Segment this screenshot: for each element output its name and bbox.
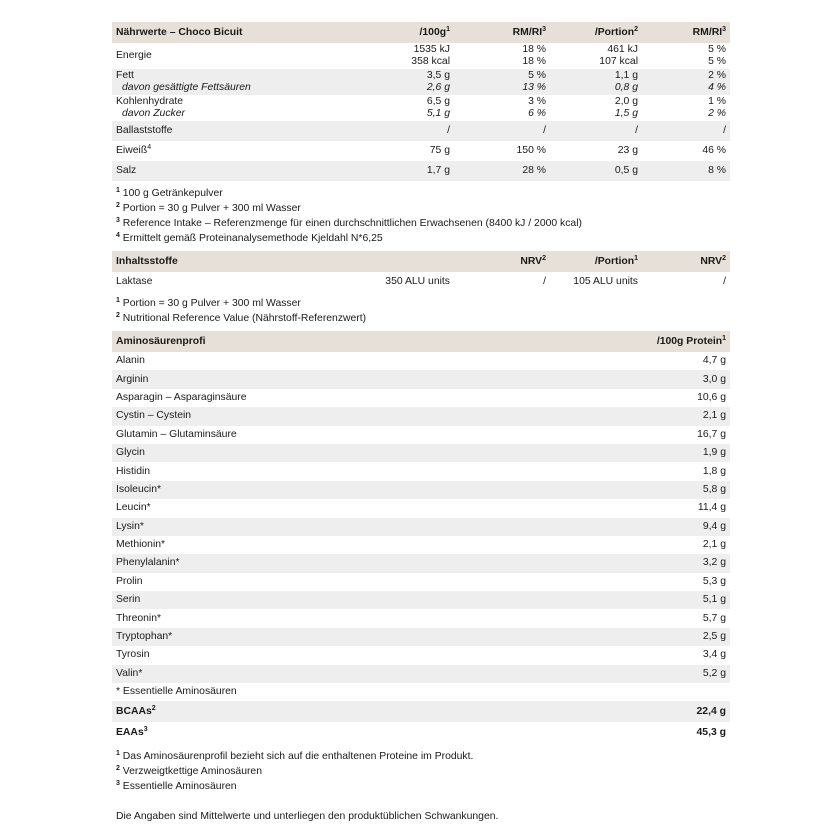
table-row bbox=[112, 370, 730, 388]
cell: 3,5 g 2,6 g bbox=[356, 69, 454, 95]
amino-footnotes bbox=[116, 749, 730, 794]
table-row bbox=[112, 444, 730, 462]
cell: / bbox=[550, 121, 642, 141]
amino-name: Prolin bbox=[116, 575, 143, 587]
amino-name: Phenylalanin* bbox=[112, 554, 542, 572]
cell: 1,7 g bbox=[356, 161, 454, 181]
amino-name: Histidin bbox=[116, 465, 151, 477]
nutrition-title: Nährwerte – Choco Bicuit bbox=[112, 22, 356, 43]
table-row bbox=[112, 665, 730, 683]
table-row bbox=[112, 161, 730, 181]
footnote: $^3$ Reference Intake – Referenzmenge für einen durchschnittlichen Erwachsenen (8400 kJ / 2000 kcal) bbox=[116, 217, 582, 229]
col-rm-ri-100: $RM/RI^3$ bbox=[454, 22, 550, 43]
cell: / bbox=[723, 275, 726, 287]
col-per100: $/100g^1$ bbox=[356, 22, 454, 43]
amino-value: 5,2 g bbox=[542, 665, 730, 683]
row-label: Energie bbox=[116, 50, 152, 61]
amino-name: Tryptophan* bbox=[112, 628, 542, 646]
col-nrv-portion: NRV$^2$ bbox=[642, 251, 730, 272]
nutrition-table bbox=[112, 22, 730, 181]
cell: 3 % 6 % bbox=[528, 96, 546, 119]
footnote: $^4$ Ermittelt gemäß Proteinanalysemethode Kjeldahl N*6,25 bbox=[116, 232, 383, 244]
amino-name: Serin bbox=[112, 591, 542, 609]
table-row bbox=[112, 722, 730, 743]
table-row bbox=[112, 573, 730, 591]
amino-name: Leucin* bbox=[116, 502, 151, 514]
table-row bbox=[112, 591, 730, 609]
col-empty bbox=[356, 251, 454, 272]
nutrition-sheet bbox=[112, 22, 730, 824]
footnote: $^1$ Das Aminosäurenprofil bezieht sich auf die enthaltenen Proteine im Produkt. bbox=[116, 750, 474, 763]
cell: 105 ALU units bbox=[573, 275, 638, 287]
amino-value: 2,1 g bbox=[542, 407, 730, 425]
col-portion: /Portion$^2$ bbox=[550, 22, 642, 43]
row-label: Fett davon gesättigte Fettsäuren bbox=[112, 69, 356, 95]
table-row bbox=[112, 43, 730, 69]
cell: 8 % bbox=[642, 161, 730, 181]
amino-title: Aminosäurenprofi bbox=[112, 331, 542, 352]
cell: 461 kJ 107 kcal bbox=[599, 44, 638, 67]
cell: 0,5 g bbox=[550, 161, 642, 181]
amino-value: 4,7 g bbox=[702, 355, 726, 367]
table-row bbox=[112, 646, 730, 664]
eaas-value: 45,3 g bbox=[696, 726, 726, 738]
amino-name: Valin* bbox=[112, 665, 542, 683]
amino-value: 5,1 g bbox=[542, 591, 730, 609]
amino-value: 11,4 g bbox=[697, 502, 726, 514]
bcaas-value: 22,4 g bbox=[542, 701, 730, 722]
amino-value: 3,0 g bbox=[542, 370, 730, 388]
amino-value: 16,7 g bbox=[697, 428, 726, 440]
ingredients-footnotes bbox=[116, 296, 730, 326]
footnote: $^1$ 100 g Getränkepulver bbox=[116, 187, 223, 199]
ingredients-header-row bbox=[112, 251, 730, 272]
row-label: Salz bbox=[112, 161, 356, 181]
cell: 75 g bbox=[429, 145, 450, 156]
row-label: Eiweiß$^4$ bbox=[116, 144, 152, 156]
amino-rows bbox=[112, 352, 730, 683]
ingredients-title: Inhaltsstoffe bbox=[112, 251, 356, 272]
cell: 1 % 2 % bbox=[708, 96, 726, 119]
table-row bbox=[112, 389, 730, 407]
ingredients-table bbox=[112, 251, 730, 291]
amino-value: 3,4 g bbox=[702, 649, 726, 661]
footnote: $^2$ Verzweigtkettige Aminosäuren bbox=[116, 765, 262, 778]
row-label: Laktase bbox=[116, 275, 153, 287]
nutrition-footnotes bbox=[116, 186, 730, 246]
cell: 150 % bbox=[516, 145, 546, 156]
table-row bbox=[112, 499, 730, 517]
amino-name: Glutamin – Glutaminsäure bbox=[116, 428, 237, 440]
cell: 6,5 g 5,1 g bbox=[426, 96, 450, 119]
amino-name: Threonin* bbox=[116, 612, 162, 624]
amino-value: 2,5 g bbox=[542, 628, 730, 646]
cell: 23 g bbox=[617, 145, 638, 156]
table-row bbox=[112, 69, 730, 95]
amino-value: 5,8 g bbox=[542, 481, 730, 499]
table-row bbox=[112, 554, 730, 572]
amino-name: Cystin – Cystein bbox=[112, 407, 542, 425]
cell: 46 % bbox=[702, 145, 726, 156]
amino-name: Asparagin – Asparaginsäure bbox=[116, 391, 247, 403]
cell: / bbox=[543, 275, 546, 287]
amino-totals-table bbox=[112, 701, 730, 743]
disclaimer: Die Angaben sind Mittelwerte und unterliegen den produktüblichen Schwankungen. bbox=[116, 811, 499, 823]
cell: / bbox=[642, 121, 730, 141]
table-row bbox=[112, 121, 730, 141]
footnote: $^2$ Portion = 30 g Pulver + 300 ml Wasser bbox=[116, 202, 301, 214]
col-nrv-100: NRV$^2$ bbox=[454, 251, 550, 272]
amino-name: Glycin bbox=[112, 444, 542, 462]
cell: / bbox=[454, 121, 550, 141]
cell: / bbox=[356, 121, 454, 141]
amino-value: 1,9 g bbox=[542, 444, 730, 462]
amino-name: Isoleucin* bbox=[112, 481, 542, 499]
amino-name: Methionin* bbox=[116, 539, 166, 551]
table-row bbox=[112, 141, 730, 161]
row-label: Ballaststoffe bbox=[112, 121, 356, 141]
amino-value: 3,2 g bbox=[542, 554, 730, 572]
table-row bbox=[112, 426, 730, 444]
essential-note: * Essentielle Aminosäuren bbox=[116, 686, 237, 698]
table-row bbox=[112, 518, 730, 536]
cell: 5 % 5 % bbox=[708, 44, 726, 67]
table-row bbox=[112, 95, 730, 121]
amino-value: 5,7 g bbox=[702, 612, 726, 624]
amino-value: 10,6 g bbox=[697, 391, 726, 403]
footnote: $^2$ Nutritional Reference Value (Nährstoff-Referenzwert) bbox=[116, 312, 367, 324]
amino-value: 5,3 g bbox=[702, 575, 726, 587]
amino-value: 2,1 g bbox=[702, 539, 726, 551]
amino-table bbox=[112, 331, 730, 683]
table-row bbox=[112, 462, 730, 480]
cell: 1,1 g 0,8 g bbox=[550, 69, 642, 95]
cell: 28 % bbox=[454, 161, 550, 181]
table-row bbox=[112, 481, 730, 499]
amino-value: 9,4 g bbox=[542, 518, 730, 536]
footnote: $^1$ Portion = 30 g Pulver + 300 ml Wasser bbox=[116, 297, 301, 309]
footnote: $^3$ Essentielle Aminosäuren bbox=[116, 780, 237, 793]
row-label: Kohlenhydrate davon Zucker bbox=[116, 96, 185, 119]
amino-name: Arginin bbox=[112, 370, 542, 388]
col-per-100g-protein: /100g Protein$^1$ bbox=[542, 331, 730, 352]
cell: 5 % 13 % bbox=[454, 69, 550, 95]
amino-name: Lysin* bbox=[112, 518, 542, 536]
amino-header-row bbox=[112, 331, 730, 352]
bcaas-label: BCAAs$^2$ bbox=[112, 701, 542, 722]
amino-name: Tyrosin bbox=[116, 649, 150, 661]
col-portion: /Portion$^1$ bbox=[550, 251, 642, 272]
table-row bbox=[112, 701, 730, 722]
amino-name: Alanin bbox=[116, 355, 145, 367]
table-row bbox=[112, 536, 730, 554]
table-row bbox=[112, 352, 730, 370]
cell: 350 ALU units bbox=[385, 275, 450, 287]
nutrition-header-row bbox=[112, 22, 730, 43]
col-rm-ri-portion: $RM/RI^3$ bbox=[642, 22, 730, 43]
table-row bbox=[112, 609, 730, 627]
cell: 2,0 g 1,5 g bbox=[614, 96, 638, 119]
table-row bbox=[112, 272, 730, 291]
amino-value: 1,8 g bbox=[702, 465, 726, 477]
table-row bbox=[112, 407, 730, 425]
cell: 2 % 4 % bbox=[642, 69, 730, 95]
table-row bbox=[112, 628, 730, 646]
cell: 1535 kJ 358 kcal bbox=[411, 44, 450, 67]
cell: 18 % 18 % bbox=[522, 44, 546, 67]
eaas-label: EAAs$^3$ bbox=[116, 725, 148, 738]
